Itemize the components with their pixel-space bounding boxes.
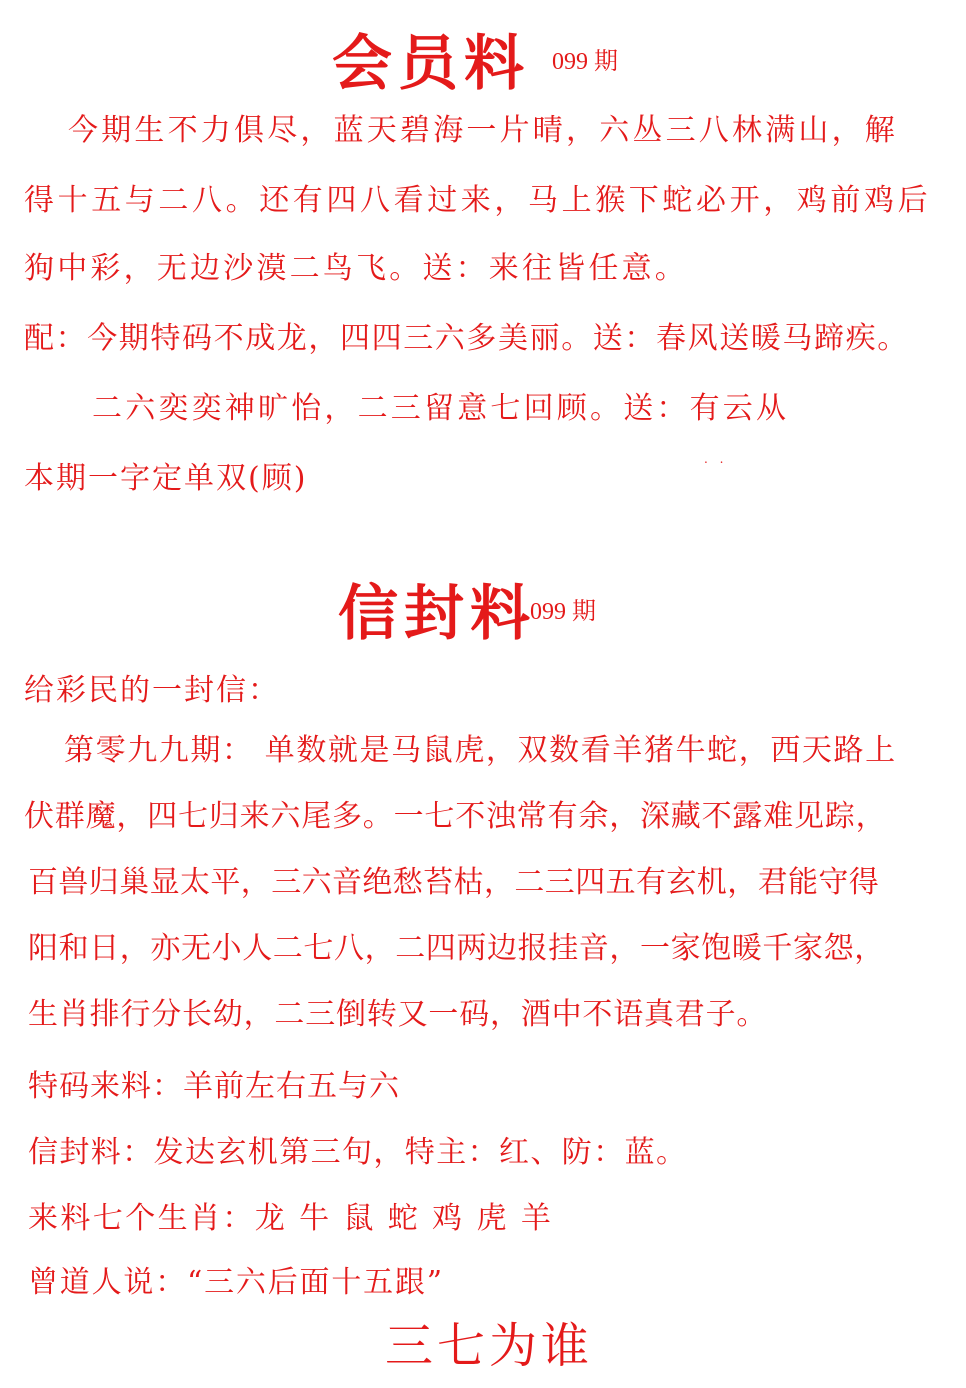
envelope-line-2: 第零九九期： 单数就是马鼠虎，双数看羊猪牛蛇，西天路上 — [64, 733, 897, 768]
envelope-issue-number: 099 期 — [530, 599, 596, 625]
member-line-4: 配：今期特码不成龙，四四三六多美丽。送：春风送暖马蹄疾。 — [24, 321, 909, 356]
member-line-2: 得十五与二八。还有四八看过来，马上猴下蛇必开，鸡前鸡后 — [24, 183, 932, 218]
member-line-3: 狗中彩，无边沙漠二鸟飞。送：来往皆任意。 — [24, 251, 688, 286]
envelope-line-8: 信封料：发达玄机第三句，特主：红、防：蓝。 — [28, 1135, 688, 1170]
member-issue-number: 099 期 — [552, 49, 618, 75]
envelope-line-1: 给彩民的一封信： — [24, 673, 280, 708]
footer-question: 三七为谁 — [385, 1318, 594, 1374]
member-line-6: 本期一字定单双(顾) — [24, 461, 308, 496]
envelope-line-5: 阳和日，亦无小人二七八，二四两边报挂音，一家饱暖千家怨， — [28, 931, 885, 966]
envelope-line-6: 生肖排行分长幼，二三倒转又一码，酒中不语真君子。 — [28, 997, 768, 1032]
envelope-line-4: 百兽归巢显太平，三六音绝愁苔枯，二三四五有玄机，君能守得 — [28, 865, 880, 900]
envelope-title: 信封料 — [338, 579, 536, 649]
member-line-5: 二六奕奕神旷怡，二三留意七回顾。送：有云从 — [92, 391, 790, 426]
envelope-line-9: 来料七个生肖：龙 牛 鼠 蛇 鸡 虎 羊 — [28, 1201, 554, 1236]
envelope-line-7: 特码来料：羊前左右五与六 — [28, 1069, 400, 1104]
member-title: 会员料 — [332, 29, 530, 99]
member-dots: . . — [704, 452, 728, 466]
member-line-1: 今期生不力俱尽，蓝天碧海一片晴，六丛三八林满山，解 — [68, 113, 898, 148]
envelope-line-10: 曾道人说：“三六后面十五跟” — [28, 1265, 444, 1300]
envelope-line-3: 伏群魔，四七归来六尾多。一七不浊常有余，深藏不露难见踪， — [24, 799, 887, 834]
